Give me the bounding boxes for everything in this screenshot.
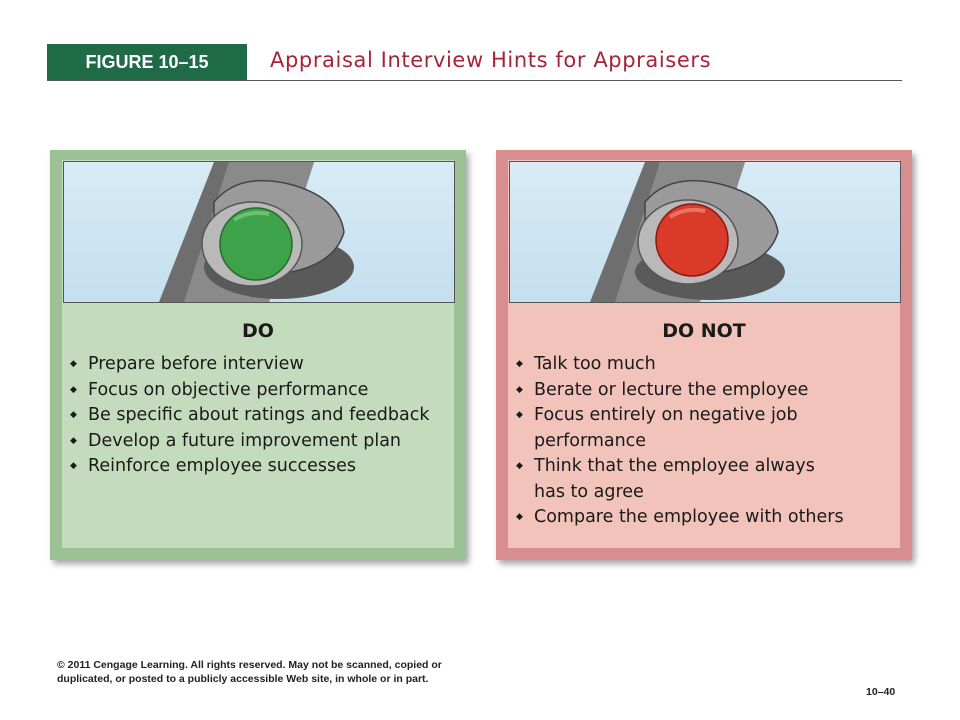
do-list [70,352,429,480]
copyright-notice: © 2011 Cengage Learning. All rights reserved. May not be scanned, copied or duplicated, or posted to a publicly accessible Web site, in whole or in part. [57,659,442,685]
list-item: ◆ Compare the employee with others [516,505,844,531]
red-traffic-light-illustration [509,161,901,303]
list-item: ◆ Berate or lecture the employee [516,378,844,404]
page-number: 10–40 [866,686,896,698]
do-panel [50,150,466,560]
list-item: ◆ Reinforce employee successes [70,454,429,480]
list-item: ◆ Focus entirely on negative job performance [516,403,814,454]
title-divider [47,80,902,81]
do-not-heading: DO NOT [662,320,746,342]
red-light [656,204,728,276]
traffic-light-icon [510,162,900,302]
list-item: ◆ Prepare before interview [70,352,429,378]
list-item: ◆ Think that the employee always has to agree [516,454,824,505]
do-not-list [516,352,844,531]
list-item: ◆ Talk too much [516,352,844,378]
traffic-light-icon [64,162,454,302]
green-light [220,208,292,280]
do-not-panel [496,150,912,560]
list-item: ◆ Develop a future improvement plan [70,429,429,455]
figure-title: Appraisal Interview Hints for Appraisers [270,48,712,72]
do-not-panel-body [508,160,900,548]
do-panel-body [62,160,454,548]
list-item: ◆ Focus on objective performance [70,378,429,404]
list-item: ◆ Be specific about ratings and feedback [70,403,429,429]
figure-label: FIGURE 10–15 [47,44,247,80]
green-traffic-light-illustration [63,161,455,303]
do-heading: DO [242,320,274,342]
